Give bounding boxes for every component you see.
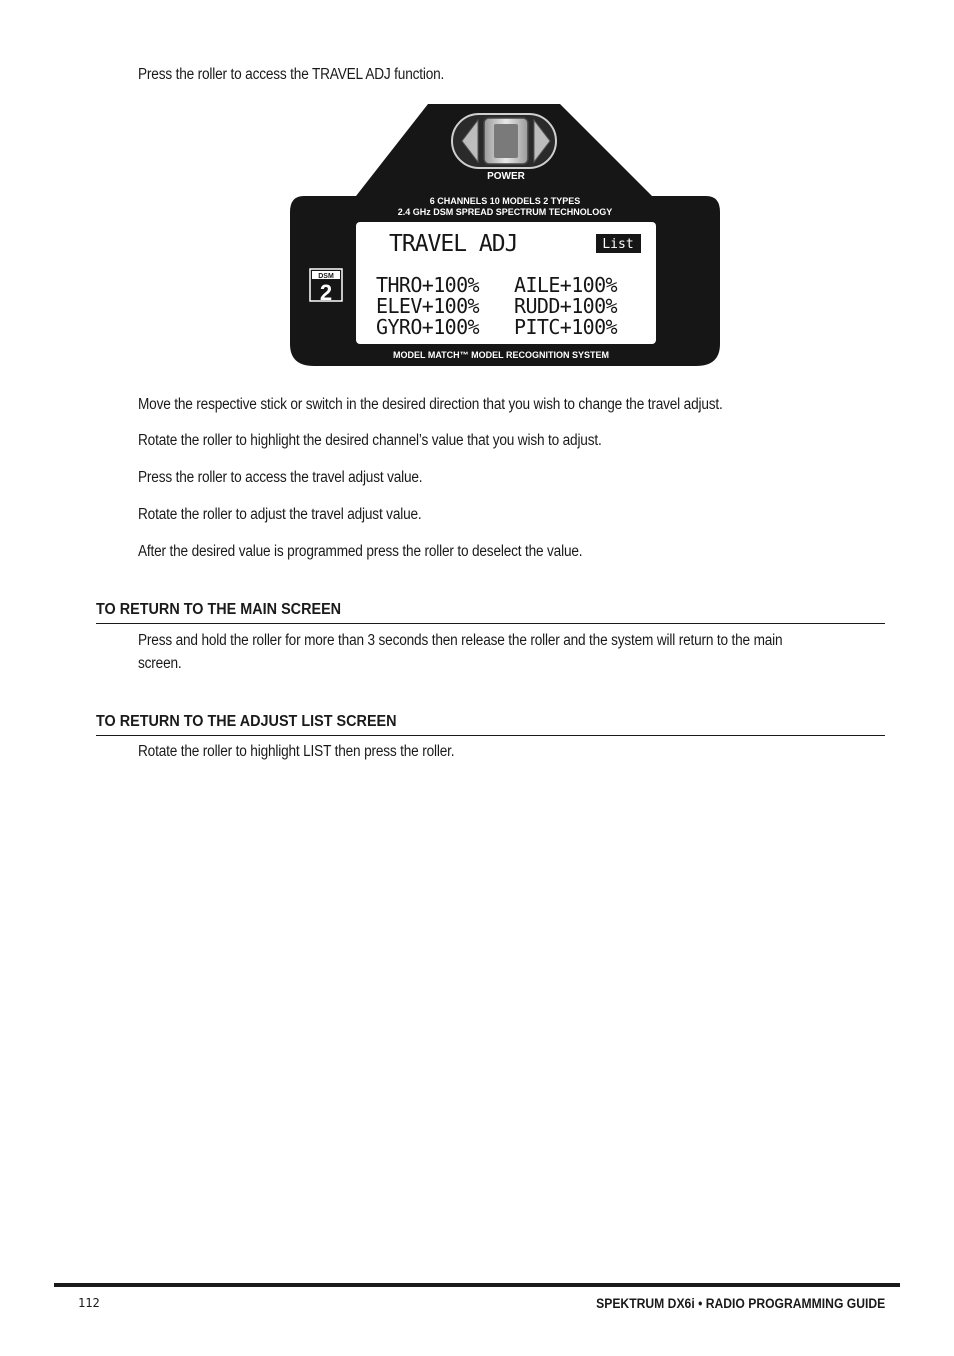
channel-value-thro[interactable]: THRO+100%: [376, 273, 479, 297]
step-text: Rotate the roller to highlight the desired channel’s value that you wish to adjust.: [138, 432, 602, 449]
section-text-main-screen: Press and hold the roller for more than 3 seconds then release the roller and the system will return to the main screen.: [138, 632, 783, 672]
list-button-label: List: [602, 237, 634, 252]
step-text: Press the roller to access the travel adjust value.: [138, 469, 423, 486]
screen-title: TRAVEL ADJ: [389, 231, 518, 257]
step-text: Move the respective stick or switch in the desired direction that you wish to change the travel adjust.: [138, 396, 723, 413]
step-text: Rotate the roller to adjust the travel adjust value.: [138, 506, 422, 523]
power-label: POWER: [487, 171, 525, 182]
footer-title: SPEKTRUM DX6i • RADIO PROGRAMMING GUIDE: [595, 1296, 885, 1311]
channel-value-elev[interactable]: ELEV+100%: [376, 294, 479, 318]
step-text: After the desired value is programmed press the roller to deselect the value.: [138, 543, 583, 560]
section-heading-main-screen: TO RETURN TO THE MAIN SCREEN: [96, 601, 885, 624]
channel-value-pitc[interactable]: PITC+100%: [514, 315, 617, 339]
section-text-adjust-list: Rotate the roller to highlight LIST then press the roller.: [138, 743, 455, 760]
page-number: 112: [78, 1296, 100, 1310]
channel-value-rudd[interactable]: RUDD+100%: [514, 294, 617, 318]
intro-text: Press the roller to access the TRAVEL ADJ function.: [138, 66, 445, 83]
dsm-label: DSM: [318, 273, 334, 280]
channel-value-gyro[interactable]: GYRO+100%: [376, 315, 479, 339]
radio-screen-figure: [286, 104, 724, 372]
section-heading-adjust-list: TO RETURN TO THE ADJUST LIST SCREEN: [96, 713, 885, 736]
specs-line-1: 6 CHANNELS 10 MODELS 2 TYPES: [429, 196, 581, 206]
specs-line-2: 2.4 GHz DSM SPREAD SPECTRUM TECHNOLOGY: [397, 207, 613, 217]
dsm2-logo: [310, 269, 342, 305]
dsm-number: 2: [319, 280, 333, 305]
roller-icon[interactable]: [462, 118, 550, 164]
channel-value-aile[interactable]: AILE+100%: [514, 273, 617, 297]
model-match-label: MODEL MATCH™ MODEL RECOGNITION SYSTEM: [392, 350, 610, 360]
footer-divider: [54, 1283, 900, 1287]
